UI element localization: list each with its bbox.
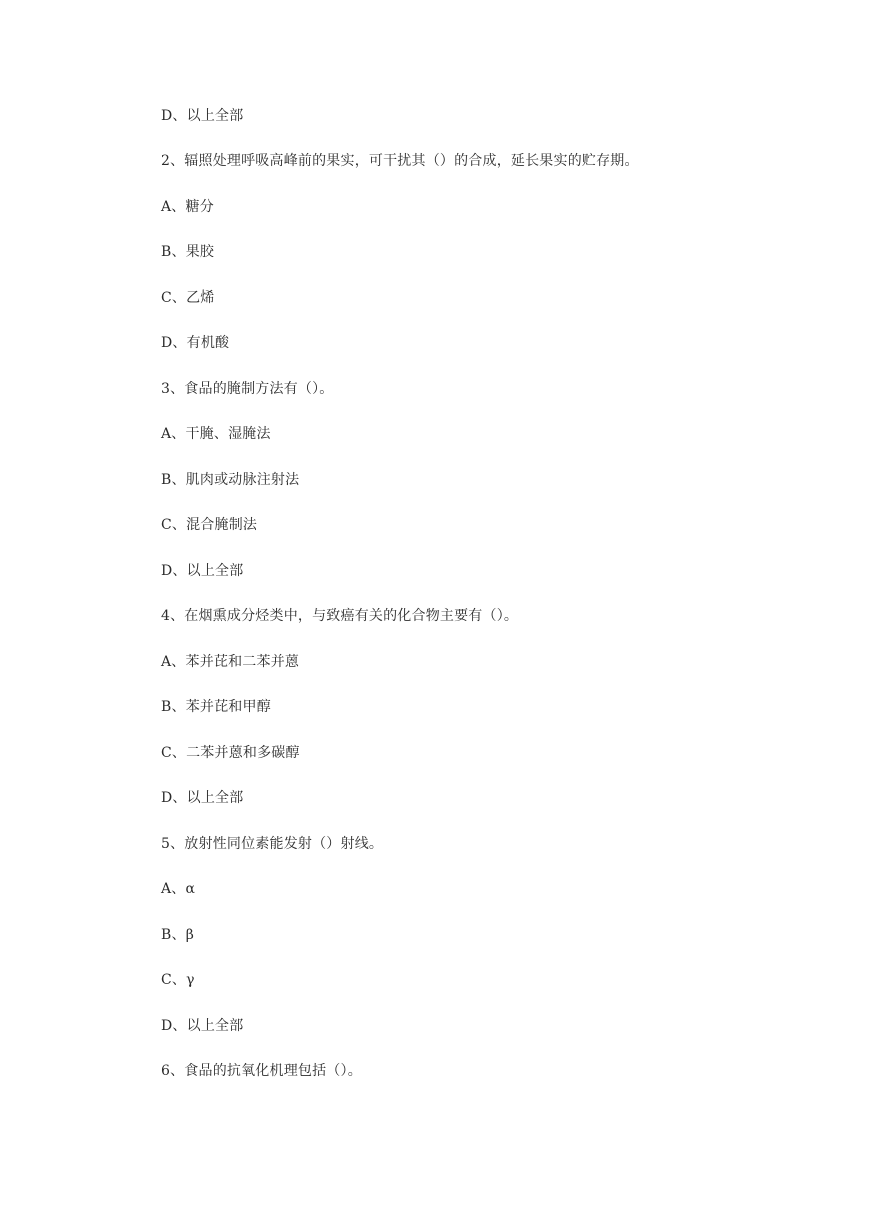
- option-b-q2: B、果胶: [161, 244, 215, 260]
- option-d-q4: D、以上全部: [161, 790, 244, 806]
- option-c-q5: C、γ: [161, 972, 195, 988]
- option-a-q5: A、α: [161, 881, 196, 897]
- option-a-q2: A、糖分: [161, 199, 214, 215]
- option-d-q3: D、以上全部: [161, 563, 244, 579]
- question-3: 3、食品的腌制方法有（）。: [161, 381, 334, 397]
- option-a-q4: A、苯并芘和二苯并蒽: [161, 654, 300, 670]
- option-d-q5: D、以上全部: [161, 1018, 244, 1034]
- question-4: 4、在烟熏成分烃类中，与致癌有关的化合物主要有（）。: [161, 608, 519, 624]
- question-6: 6、食品的抗氧化机理包括（）。: [161, 1063, 362, 1079]
- option-c-q2: C、乙烯: [161, 290, 215, 306]
- question-2: 2、辐照处理呼吸高峰前的果实，可干扰其（）的合成，延长果实的贮存期。: [161, 153, 639, 169]
- option-b-q3: B、肌肉或动脉注射法: [161, 472, 300, 488]
- option-d-q1: D、以上全部: [161, 108, 244, 124]
- option-a-q3: A、干腌、湿腌法: [161, 426, 271, 442]
- question-5: 5、放射性同位素能发射（）射线。: [161, 836, 384, 852]
- option-b-q5: B、β: [161, 927, 194, 943]
- option-d-q2: D、有机酸: [161, 335, 230, 351]
- option-b-q4: B、苯并芘和甲醇: [161, 699, 271, 715]
- option-c-q3: C、混合腌制法: [161, 517, 258, 533]
- option-c-q4: C、二苯并蒽和多碳醇: [161, 745, 300, 761]
